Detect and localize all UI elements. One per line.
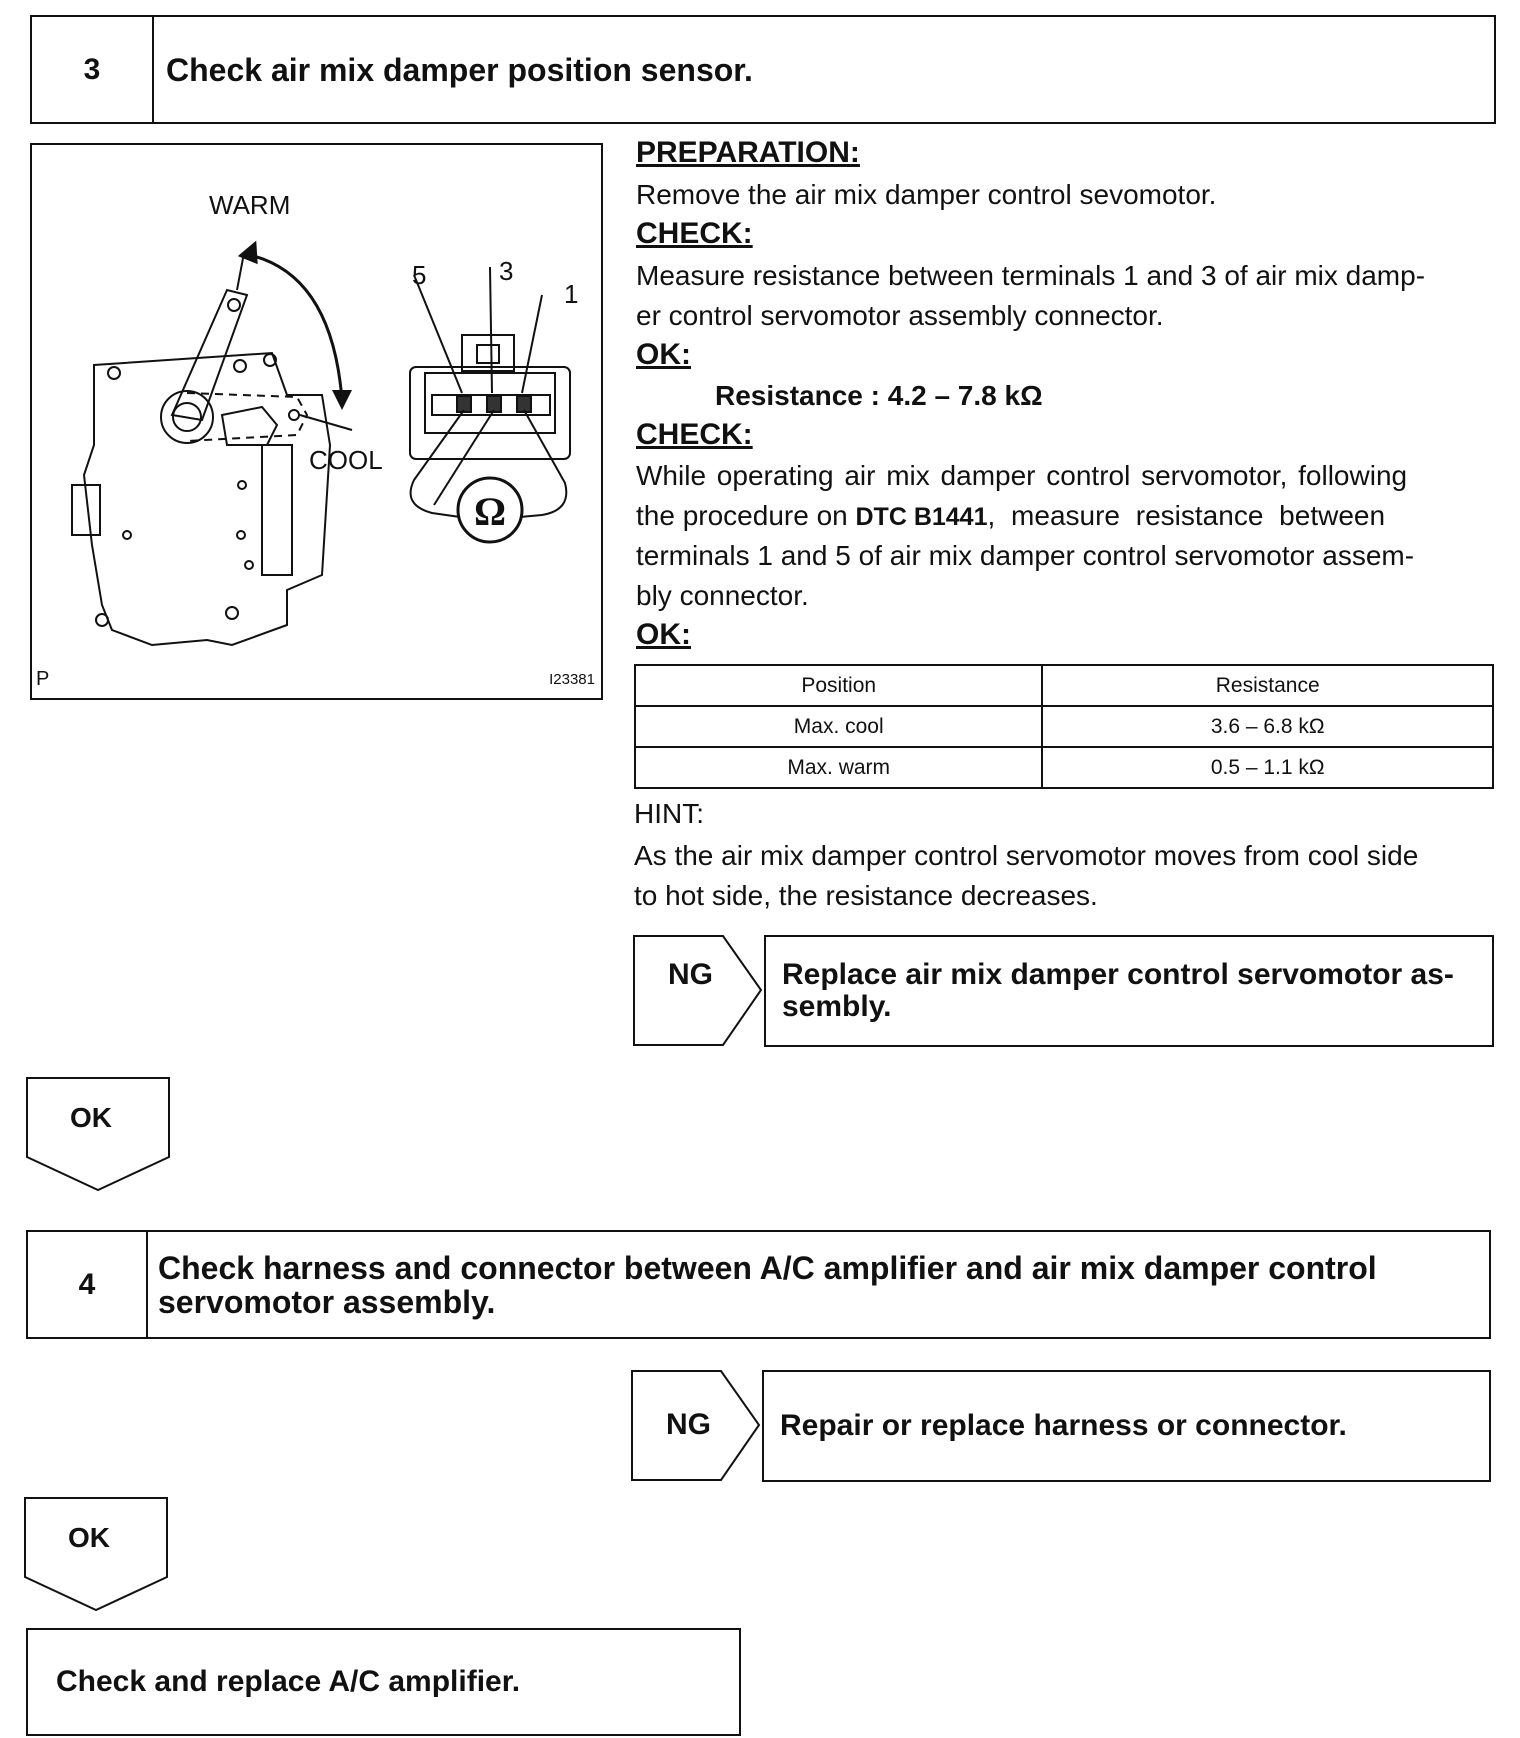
step-number: 3 — [32, 17, 154, 122]
step-4-header — [26, 1230, 1491, 1339]
check-heading: CHECK: — [636, 217, 753, 250]
step-4-title-line-1: Check harness and connector between A/C amplifier and air mix damper control — [158, 1249, 1377, 1286]
check-2-line-2-end: , measure resistance between — [987, 500, 1386, 531]
preparation-heading: PREPARATION: — [636, 136, 860, 169]
hint-line-2: to hot side, the resistance decreases. — [634, 880, 1098, 911]
ng-label-2: NG — [666, 1408, 711, 1441]
table-cell: Max. cool — [635, 706, 1042, 747]
check-text-line-1: Measure resistance between terminals 1 and 3 of air mix damp- — [636, 260, 1426, 291]
servomotor-diagram — [32, 145, 601, 698]
check-2-line-1: While operating air mix damper control servomotor, following — [636, 460, 1408, 491]
check-2-line-3: terminals 1 and 5 of air mix damper control servomotor assem- — [636, 540, 1415, 571]
servomotor-figure — [30, 143, 603, 700]
preparation-text: Remove the air mix damper control sevomotor. — [636, 179, 1217, 210]
table-cell: 3.6 – 6.8 kΩ — [1042, 706, 1493, 747]
ng-action-2 — [762, 1370, 1491, 1482]
table-cell: 0.5 – 1.1 kΩ — [1042, 747, 1493, 788]
figure-id: I23381 — [549, 671, 595, 688]
step-title: Check air mix damper position sensor. — [166, 51, 753, 88]
warm-label: WARM — [209, 190, 291, 220]
ng-action-1-line-2: sembly. — [782, 990, 892, 1023]
ok-tag-2 — [24, 1497, 169, 1612]
table-header-row — [635, 665, 1493, 706]
ng-action-1 — [764, 935, 1494, 1047]
dtc-code: DTC B1441 — [855, 503, 988, 531]
ok-tag-1 — [26, 1077, 171, 1192]
ng-action-2-text: Repair or replace harness or connector. — [780, 1409, 1347, 1442]
column-header-resistance: Resistance — [1042, 665, 1493, 706]
ng-action-1-line-1: Replace air mix damper control servomotor as- — [782, 958, 1454, 991]
table-cell: Max. warm — [635, 747, 1042, 788]
resistance-spec: Resistance : 4.2 – 7.8 kΩ — [715, 380, 1043, 411]
ok-label-2: OK — [68, 1522, 110, 1553]
check-heading-2: CHECK: — [636, 418, 753, 451]
cool-label: COOL — [309, 445, 383, 475]
ok-heading: OK: — [636, 338, 691, 371]
resistance-table — [634, 664, 1494, 789]
check-2-line-2 — [636, 496, 1385, 537]
check-2-line-4: bly connector. — [636, 580, 809, 611]
final-action-box — [26, 1628, 741, 1736]
column-header-position: Position — [635, 665, 1042, 706]
terminal-5-label: 5 — [412, 260, 427, 290]
step-title — [158, 1232, 1479, 1337]
figure-corner-label: P — [36, 668, 50, 690]
check-text-line-2: er control servomotor assembly connector. — [636, 300, 1164, 331]
step-4-title-line-2: servomotor assembly. — [158, 1283, 496, 1320]
table-row — [635, 706, 1493, 747]
hint-label: HINT: — [634, 798, 704, 829]
hint-line-1: As the air mix damper control servomotor moves from cool side — [634, 840, 1419, 871]
ohm-symbol: Ω — [473, 489, 507, 534]
step-3-header — [30, 15, 1496, 124]
step-number: 4 — [28, 1232, 148, 1337]
ng-label-1: NG — [668, 958, 713, 991]
table-row — [635, 747, 1493, 788]
terminal-1-label: 1 — [564, 279, 579, 309]
check-2-line-2-start: the procedure on — [636, 500, 856, 531]
ok-label-1: OK — [70, 1102, 112, 1133]
ok-heading-2: OK: — [636, 618, 691, 651]
final-action-text: Check and replace A/C amplifier. — [56, 1665, 521, 1698]
terminal-3-label: 3 — [499, 256, 514, 286]
